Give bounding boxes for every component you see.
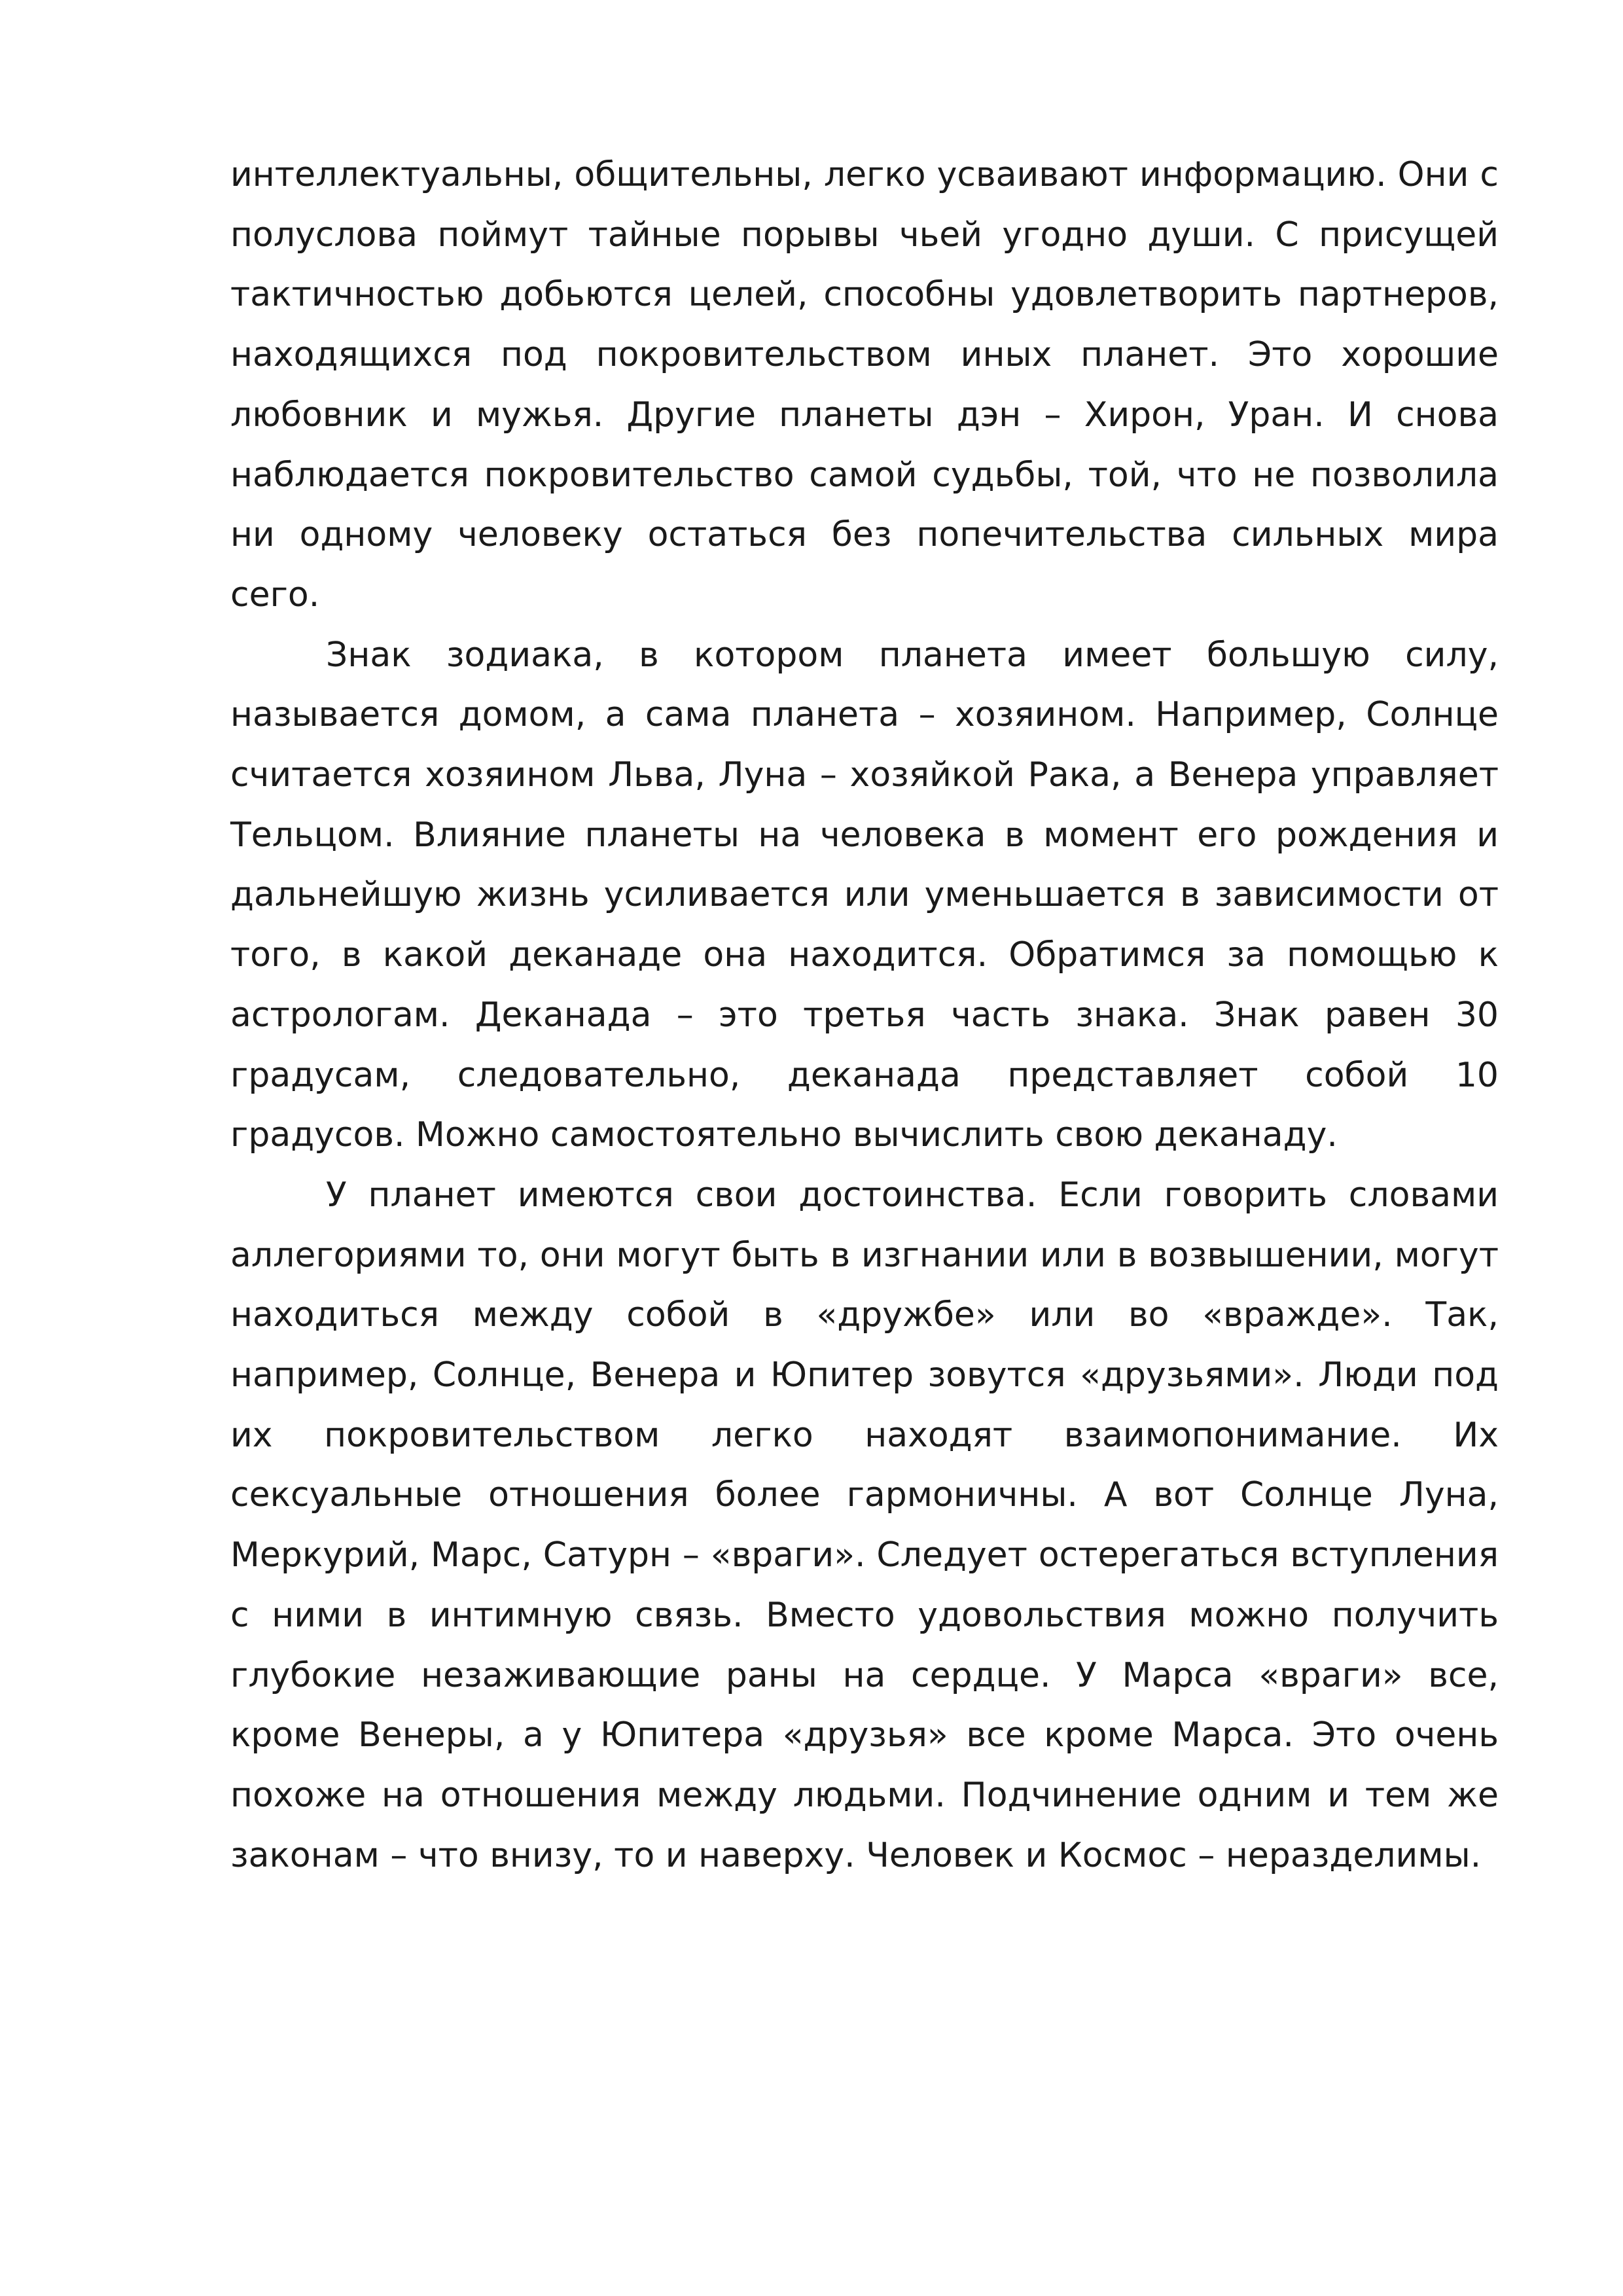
document-body (230, 145, 1499, 1886)
paragraph-planet-dignities: У планет имеются свои достоинства. Если говорить словами аллегориями то, они могут быть в изгнании или в возвышении, могут находиться между собой в «дружбе» или во «вражде». Так, например, Солнце, Венера и Юпитер зовутся «друзьями». Люди под их покровительством легко находят взаимопонимание. Их сексуальные отношения более гармоничны. А вот Солнце Луна, Меркурий, Марс, Сатурн – «враги». Следует остерегаться вступления с ними в интимную связь. Вместо удовольствия можно получить глубокие незаживающие раны на сердце. У Марса «враги» все, кроме Венеры, а у Юпитера «друзья» все кроме Марса. Это очень похоже на отношения между людьми. Подчинение одним и тем же законам – что внизу, то и наверху. Человек и Космос – неразделимы. (230, 1175, 1499, 1875)
paragraph-zodiac-house: Знак зодиака, в котором планета имеет большую силу, называется домом, а сама планета – хозяином. Например, Солнце считается хозяином Льва, Луна – хозяйкой Рака, а Венера управляет Тельцом. Влияние планеты на человека в момент его рождения и дальнейшую жизнь усиливается или уменьшается в зависимости от того, в какой деканаде она находится. Обратимся за помощью к астрологам. Деканада – это третья часть знака. Знак равен 30 градусам, следовательно, деканада представляет собой 10 градусов. Можно самостоятельно вычислить свою деканаду. (230, 635, 1499, 1155)
paragraph-continuation: интеллектуальны, общительны, легко усваивают информацию. Они с полуслова поймут тайные порывы чьей угодно души. С присущей тактичностью добьются целей, способны удовлетворить партнеров, находящихся под покровительством иных планет. Это хорошие любовник и мужья. Другие планеты дэн – Хирон, Уран. И снова наблюдается покровительство самой судьбы, той, что не позволила ни одному человеку остаться без попечительства сильных мира сего. (230, 155, 1499, 615)
